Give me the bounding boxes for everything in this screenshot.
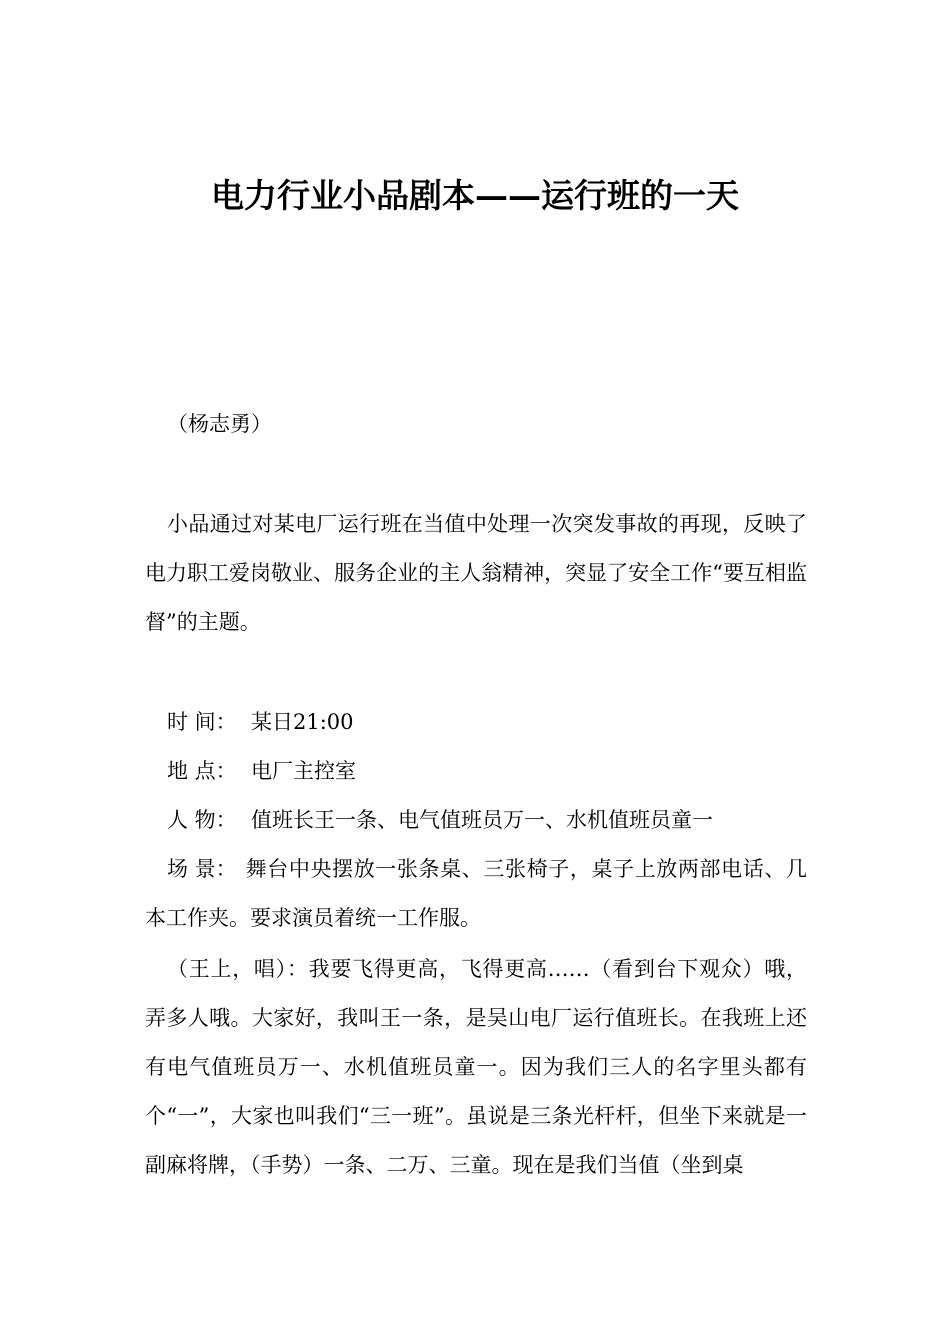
play-info-block [145, 698, 807, 943]
scene-label: 场 景： [167, 857, 237, 881]
time-label: 时 间： [167, 710, 237, 734]
author-line: （杨志勇） [167, 412, 272, 436]
place-row [145, 747, 807, 796]
time-row [145, 698, 807, 747]
scene-value: 舞台中央摆放一张条桌、三张椅子，桌子上放两部电话、几本工作夹。要求演员着统一工作服。 [145, 857, 807, 930]
document-title: 电力行业小品剧本——运行班的一天 [211, 176, 739, 215]
place-label: 地 点： [167, 759, 237, 783]
characters-value: 值班长王一条、电气值班员万一、水机值班员童一 [251, 808, 713, 832]
scene-row [145, 845, 807, 943]
time-value: 某日21:00 [251, 710, 354, 734]
place-value: 电厂主控室 [251, 759, 356, 783]
characters-label: 人 物： [167, 808, 237, 832]
characters-row [145, 796, 807, 845]
dialogue-paragraph: （王上，唱）：我要飞得更高，飞得更高……（看到台下观众）哦，弄多人哦。大家好，我叫王一条，是吴山电厂运行值班长。在我班上还有电气值班员万一、水机值班员童一。因为我们三人的名字里头都有个“一”，大家也叫我们“三一班”。虽说是三条光杆杆，但坐下来就是一副麻将牌，（手势）一条、二万、三童。现在是我们当值（坐到桌 [145, 957, 807, 1177]
abstract-paragraph: 小品通过对某电厂运行班在当值中处理一次突发事故的再现，反映了电力职工爱岗敬业、服务企业的主人翁精神，突显了安全工作“要互相监督”的主题。 [145, 512, 807, 634]
